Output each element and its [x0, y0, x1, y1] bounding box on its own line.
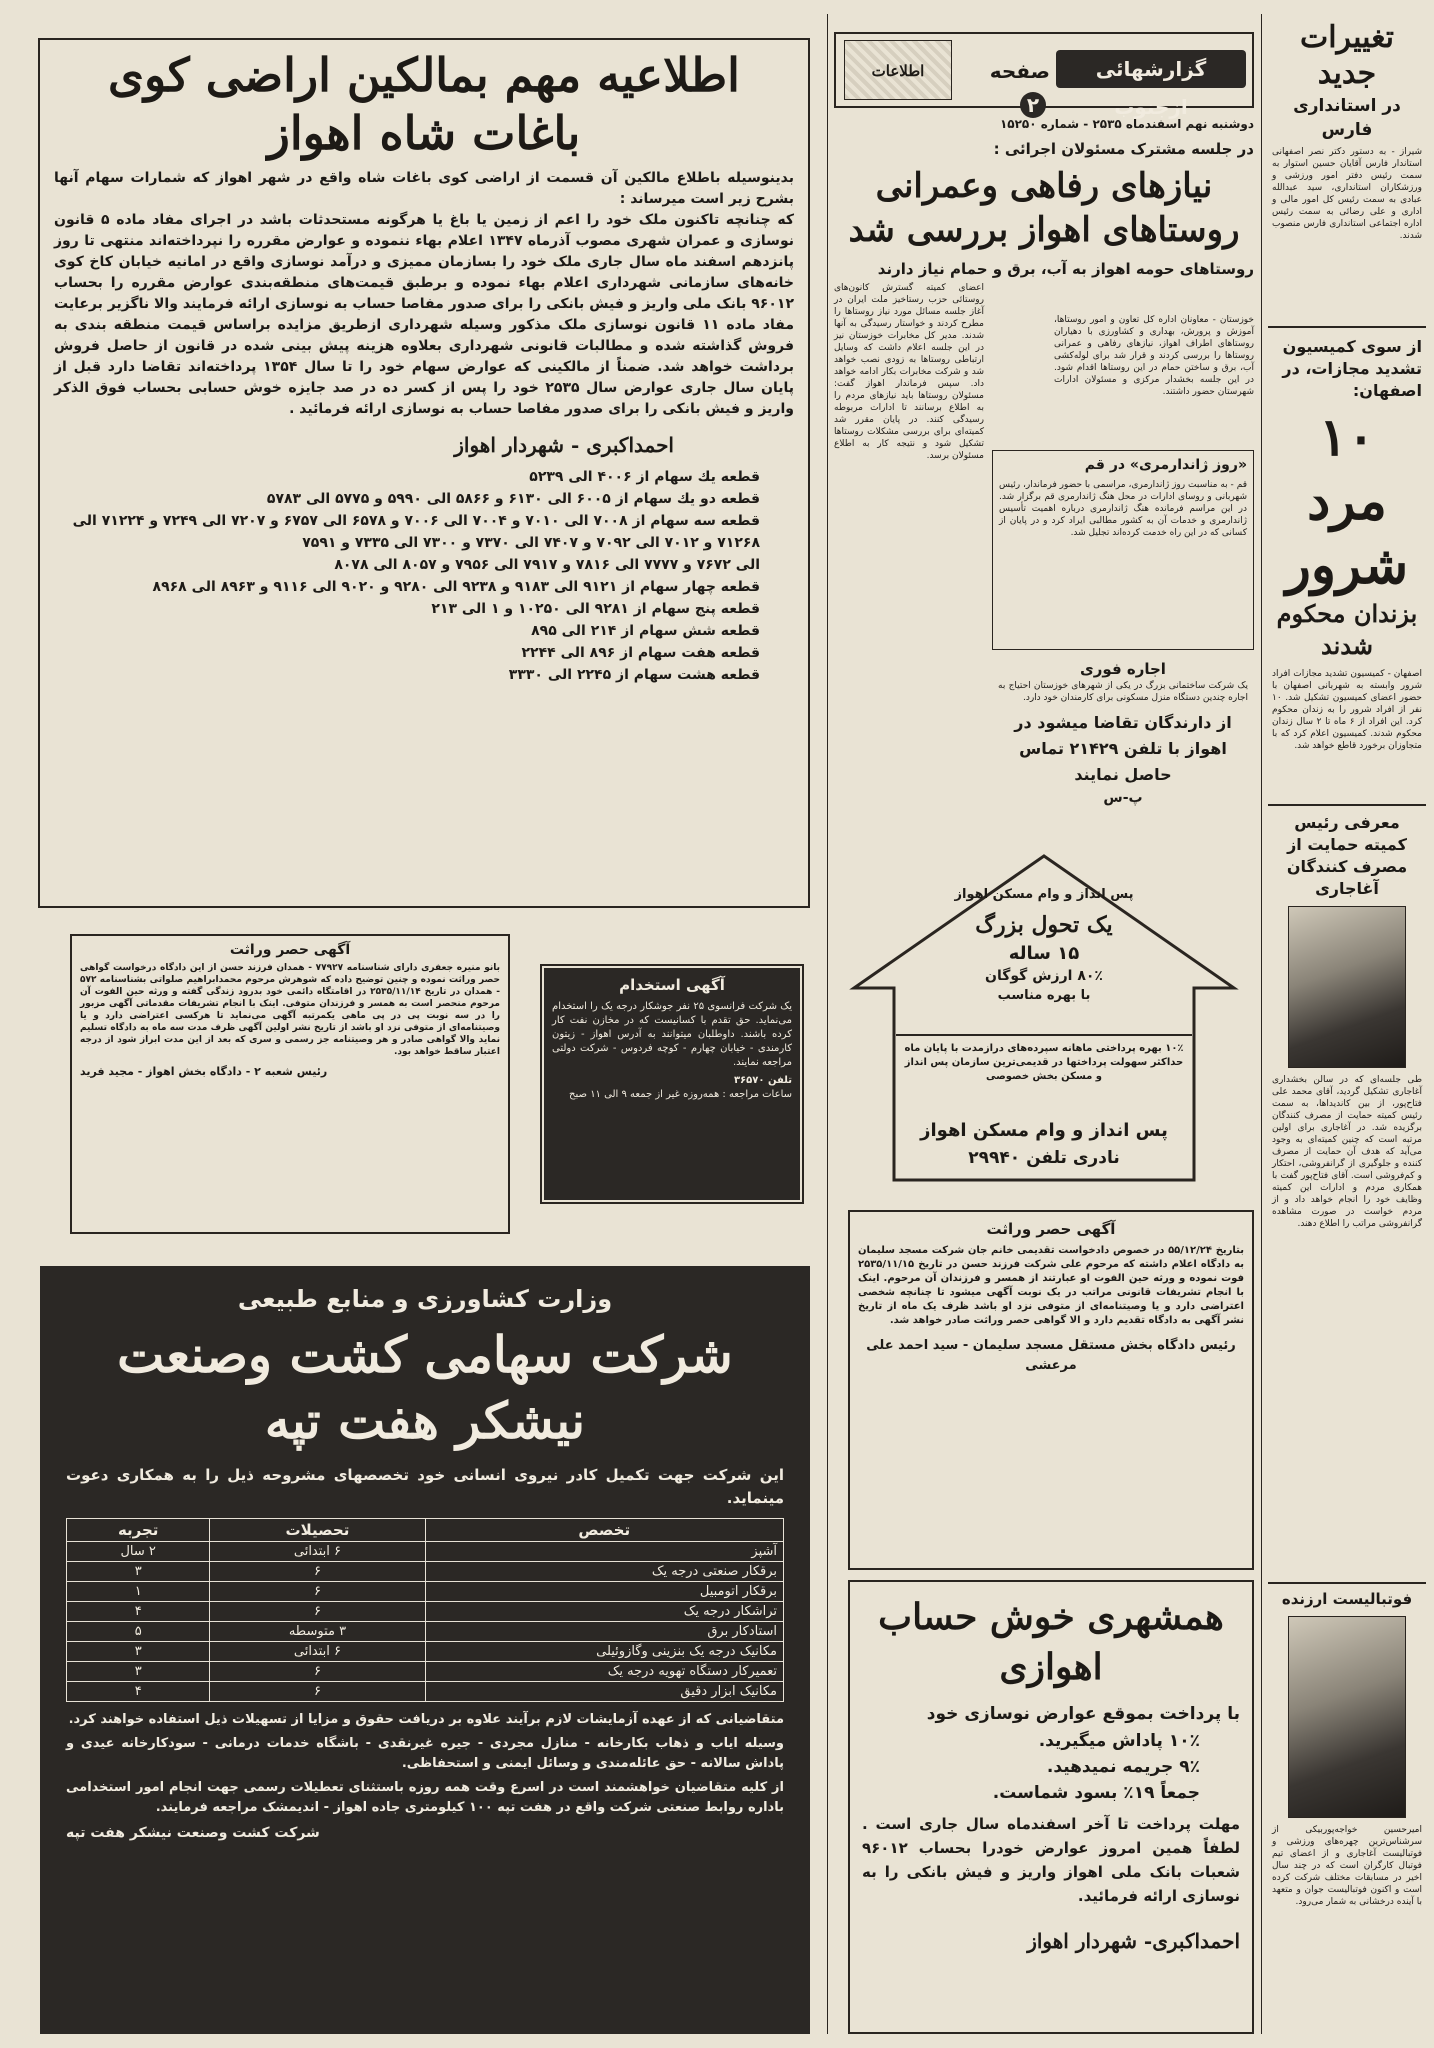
table-cell: آشپز: [425, 1542, 784, 1562]
table-cell: ۳: [67, 1642, 210, 1662]
table-cell: ۴: [67, 1602, 210, 1622]
table-cell: ۳: [67, 1562, 210, 1582]
article-changes-body: شیراز - به دستور دکتر نصر اصفهانی استاندار فارس آقایان حسین استوار به سمت رئیس دفتر امور ورزشی و ورزشکاران استانداری، سید عبدالله عبادی به سمت رئیس کل امور مالی و اداری و علی رضائی به سمت رئیس اداره اجتماعی استانداری فارس منصوب شدند.: [1272, 147, 1422, 241]
probate-ad-2: [70, 934, 510, 1234]
land-notice-intro: بدینوسیله باطلاع مالکین آن قسمت از اراضی کوی باغات شاه واقع در شهر اهواز که شمارات سهام آنها بشرح زیر است میرساند :: [54, 170, 794, 207]
bank-ad-line4: با بهره مناسب: [997, 988, 1091, 1003]
probate-ad-2-body: بانو منیره جعفری دارای شناسنامه ۷۷۹۲۷ - همدان فرزند حسن از این دادگاه درخواست گواهی حصر وراثت نموده و چنین توضیح داده که شوهرش مرحوم محمدابراهیم صلواتی بشناسنامه ۵۷۲ - همدان در تاریخ ۲۵۳۵/۱۱/۱۴ در اقامتگاه دائمی خود بدرود زندگی گفته و ورثه حین الفوت آن مرحوم منحصر است به همسر و فرزندان متوفی. اینک با انجام تشریفات مقدماتی آگهی مزبور را در سه نوبت پی در پی ماهی یکمرتبه آگهی می‌نماید تا هرکسی اعتراضی دارد و یا وصیتنامه‌ای از متوفی نزد او باشد از تاریخ نشر اولین آگهی ظرف مدت سه ماه به دادگاه تسلیم نماید والا گواهی صادر و هر وصیتنامه جز رسمی و سری که بعد از این مدت ابراز شود از درجه اعتبار ساقط خواهد بود.: [80, 963, 500, 1057]
table-cell: تعمیرکار دستگاه تهویه درجه یک: [425, 1662, 784, 1682]
table-cell: ۶ ابتدائی: [210, 1542, 425, 1562]
rent-ad-contact: از دارندگان تقاضا میشود در اهواز با تلفن ۲۱۴۲۹ تماس حاصل نمایند: [1014, 713, 1232, 784]
hiring-ad-inner: [544, 968, 800, 1200]
table-row: [67, 1542, 784, 1562]
bank-ad-line2: ۱۵ ساله: [1008, 943, 1080, 964]
table-row: [67, 1662, 784, 1682]
table-row: [67, 1682, 784, 1702]
citizen-ad-line1: ۱۰٪ پاداش میگیرید.: [1038, 1731, 1200, 1751]
table-cell: مکانیک ابزار دقیق: [425, 1682, 784, 1702]
land-notice-title: اطلاعیه مهم بمالکین اراضی کوی باغات شاه اهواز: [108, 48, 740, 160]
gendarmerie-title: «روز ژاندارمری» در قم: [1084, 457, 1247, 473]
land-notice: [38, 38, 810, 908]
bank-ad-line3: ۸۰٪ ارزش گوگان: [985, 968, 1103, 984]
citizen-ad-body: مهلت پرداخت تا آخر اسفندماه سال جاری است . لطفاً همین امروز عوارض خودرا بحساب ۹۶۰۱۲ شعبات بانک ملی اهواز واریز و فیش بانکی را به نوسازی ارائه فرمائید.: [862, 1815, 1240, 1905]
plot-item: قطعه شش سهام از ۲۱۴ الی ۸۹۵: [531, 623, 760, 639]
ministry-ad-company1: شرکت سهامی کشت وصنعت: [117, 1325, 733, 1384]
masthead-page-label: صفحه: [989, 59, 1050, 83]
article-shoror-kicker: از سوی کمیسیون تشدید مجازات، در اصفهان:: [1282, 337, 1422, 400]
plot-item: قطعه هشت سهام از ۲۲۴۵ الی ۳۳۳۰: [508, 667, 760, 683]
newspaper-logo-text: اطلاعات: [871, 62, 925, 80]
article-changes-subtitle: در استانداری فارس: [1293, 96, 1401, 140]
hiring-ad-body: یک شرکت فرانسوی ۲۵ نفر جوشکار درجه یک را استخدام می‌نماید. حق تقدم با کسانیست که در مخازن نفت کار کرده باشند. داوطلبان میتوانند به آدرس اهواز - زیتون کارمندی - خیابان چهارم - کوچه فردوس - شرکت دولتی مراجعه نمایند.: [552, 1001, 792, 1068]
job-table-header: [67, 1519, 784, 1542]
main-article-kicker: در جلسه مشترک مسئولان اجرائی :: [993, 140, 1254, 158]
citizen-ad-line3: جمعاً ۱۹٪ بسود شماست.: [992, 1783, 1200, 1803]
main-article-body-text: خوزستان - معاونان اداره کل تعاون و امور روستاها، آموزش و پرورش، بهداری و کشاورزی با دهیاران روستاهای اطراف اهواز، نیازهای رفاهی و عمرانی روستاها را بررسی کردند و قرار شد برای لوله‌کشی آب، برق و ساختن حمام در این روستاها اقدام شود. در این جلسه بخشدار مرکزی و مسئولان ادارات شهرستان حضور داشتند.: [1054, 315, 1254, 397]
hiring-ad-title: آگهی استخدام: [619, 976, 725, 994]
table-cell: مکانیک درجه یک بنزینی وگازوئیلی: [425, 1642, 784, 1662]
citizen-ad-intro: با پرداخت بموقع عوارض نوسازی خود: [926, 1704, 1240, 1724]
header-specialty: تخصص: [425, 1519, 784, 1542]
table-cell: ۶: [210, 1582, 425, 1602]
probate-ad-signature: رئیس دادگاه بخش مستقل مسجد سلیمان - سید احمد علی مرعشی: [866, 1338, 1236, 1373]
main-article-subtitle: روستاهای حومه اهواز به آب، برق و حمام نیاز دارند: [877, 260, 1254, 278]
divider: [896, 1034, 1192, 1036]
plot-list: [54, 466, 760, 686]
article-footballer-caption: امیرحسین خواجه‌پوربیکی از سرشناس‌ترین چهره‌های ورزشی و فوتبالیست آغاجاری و از اعضای تیم فوتبال کارگران است که در چند سال اخیر در مسابقات مختلف شرکت کرده است و اکنون فوتبالیست جوان و متعهد با آینده درخشانی به شمار می‌رود.: [1272, 1825, 1422, 1907]
rent-ad: [992, 654, 1254, 844]
article-shoror-body: اصفهان - کمیسیون تشدید مجازات افراد شرور وابسته به شهربانی اصفهان با حضور اعضای کمیسیون تشکیل شد. ۱۰ نفر از افراد شرور را به زندان محکوم کرد. این افراد از ۶ ماه تا ۲ سال زندان محکوم شدند. کمیسیون اعلام کرد که با متجاوزان برخورد قاطع خواهد شد.: [1272, 669, 1422, 751]
ministry-ad-body3: از کلیه متقاضیان خواهشمند است در اسرع وقت همه روزه باستثنای تعطیلات رسمی جهت انجام امور استخدامی باداره روابط صنعتی شرکت واقع در هفت تپه ۱۰۰ کیلومتری جاده اهواز - اندیمشک مراجعه فرمایند.: [66, 1780, 784, 1815]
ministry-ad-body2: وسیله ایاب و ذهاب بکارخانه - منازل مجردی - جیره غیرنقدی - باشگاه خدمات درمانی - سودکارخانه عیدی و پاداش سالانه - حق عائله‌مندی و وسائل ایمنی و استحفاظی.: [66, 1736, 784, 1771]
masthead: [834, 32, 1254, 119]
main-article-body-right: [1054, 314, 1254, 444]
plot-item: قطعه سه سهام از ۷۰۰۸ الی ۷۰۱۰ و ۷۰۰۴ الی ۷۰۰۶ و ۶۵۷۸ الی ۶۷۵۷ و ۷۲۰۷ الی ۷۲۴۹ و ۷۱۲۲۴ الی ۷۱۲۶۸ و ۷۰۱۲ الی ۷۰۹۲ و ۷۴۰۷ الی ۷۳۷۰ و ۷۳۰۰ الی ۷۳۳۵ و ۷۵۹۱: [72, 513, 760, 551]
article-shoror-title: ۱۰ مرد شرور: [1285, 407, 1409, 596]
bank-ad-branch: پس انداز و وام مسکن اهواز: [920, 1120, 1168, 1141]
bank-ad-line1: یک تحول بزرگ: [975, 912, 1113, 938]
ministry-ad: [40, 1266, 810, 2034]
table-cell: تراشکار درجه یک: [425, 1602, 784, 1622]
newspaper-logo: [844, 40, 952, 100]
portrait-photo: [1288, 906, 1406, 1068]
plot-item: قطعه چهار سهام از ۹۱۲۱ الی ۹۱۸۳ و ۹۲۳۸ الی ۹۲۸۰ و ۹۰۲۰ الی ۹۱۱۶ و ۸۹۶۳ الی ۸۹۶۸: [152, 579, 760, 595]
ministry-ad-signature: شرکت کشت وصنعت نیشکر هفت تپه: [66, 1825, 320, 1841]
rent-ad-title: اجاره فوری: [1080, 660, 1166, 678]
table-cell: ۶: [210, 1562, 425, 1582]
citizen-ad-signature: احمداکبری- شهردار اهواز: [1027, 1929, 1240, 1953]
table-row: [67, 1562, 784, 1582]
right-column: [1268, 14, 1426, 2034]
plot-item: قطعه دو یك سهام از ۶۰۰۵ الی ۶۱۳۰ و ۵۸۶۶ الی ۵۹۹۰ و ۵۷۷۵ الی ۵۷۸۳: [266, 491, 760, 507]
table-cell: ۵: [67, 1622, 210, 1642]
divider: [1268, 804, 1426, 806]
article-consumer: [1268, 812, 1426, 1230]
left-column: [10, 14, 820, 2034]
ministry-ad-ministry: وزارت کشاورزی و منابع طبیعی: [237, 1285, 613, 1313]
table-cell: برقکار اتومبیل: [425, 1582, 784, 1602]
table-cell: ۲ سال: [67, 1542, 210, 1562]
table-cell: ۳ متوسطه: [210, 1622, 425, 1642]
plot-item: قطعه یك سهام از ۴۰۰۶ الی ۵۲۳۹: [529, 469, 760, 485]
plot-item: الی ۷۶۷۲ و ۷۷۷۷ الی ۷۸۱۶ و ۷۹۱۷ الی ۷۹۵۶ و ۸۰۵۷ الی ۸۰۷۸: [334, 557, 760, 573]
hiring-ad-phone: تلفن ۳۶۵۷۰: [733, 1075, 792, 1086]
article-consumer-title: معرفی رئیس کمیته حمایت از مصرف کنندگان آغاجاری: [1286, 813, 1408, 898]
article-footballer-title: فوتبالیست ارزنده: [1281, 1590, 1413, 1608]
table-cell: ۳: [67, 1662, 210, 1682]
bank-ad-arc: پس انداز و وام مسکن اهواز: [954, 887, 1134, 902]
masthead-section: گزارشهائی ازجنوب: [1056, 50, 1246, 88]
main-article-body-left: [834, 282, 984, 842]
column-rule: [1261, 14, 1262, 2034]
probate-ad-body: بتاریخ ۵۵/۱۲/۲۴ در خصوص دادخواست تقدیمی خانم جان شرکت مسجد سلیمان به دادگاه اعلام داشته که مرحوم علی شرکت فرزند حسن در تاریخ ۲۵۳۵/۱۱/۱۵ فوت نموده و ورثه حین الفوت او عبارتند از همسر و فرزندان آن مرحوم. اینک با انجام تشریفات قانونی مراتب در یک نوبت آگهی میشود تا چنانچه شخصی اعتراضی دارد و یا وصیتنامه‌ای از متوفی نزد او باشد ظرف یک ماه از تاریخ نشر آگهی به دادگاه تقدیم دارد و الا گواهی حصر وراثت صادر خواهد شد.: [858, 1245, 1244, 1326]
table-cell: استادکار برق: [425, 1622, 784, 1642]
main-article-title: نیازهای رفاهی وعمرانی روستاهای اهواز بررسی شد: [848, 166, 1240, 250]
masthead-page-number: ۲: [1020, 92, 1046, 118]
table-cell: ۱: [67, 1582, 210, 1602]
rent-ad-body: یک شرکت ساختمانی بزرگ در یکی از شهرهای خوزستان احتیاج به اجاره چندین دستگاه منزل مسکونی برای کارمندان خود دارد.: [998, 681, 1248, 703]
citizen-ad-line2: ۹٪ جریمه نمیدهید.: [1046, 1757, 1200, 1777]
hiring-ad-hours: ساعات مراجعه : همه‌روزه غیر از جمعه ۹ الی ۱۱ صبح: [569, 1089, 792, 1100]
ministry-ad-intro: این شرکت جهت تکمیل کادر نیروی انسانی خود تخصصهای مشروحه ذیل را به همکاری دعوت مینماید.: [66, 1466, 784, 1507]
masthead-page: [960, 54, 1050, 117]
ministry-ad-body1: متقاضیانی که از عهده آزمایشات لازم برآیند علاوه بر دریافت حقوق و مزایا از تسهیلات ذیل استفاده خواهند کرد.: [68, 1712, 784, 1727]
table-row: [67, 1602, 784, 1622]
dateline: دوشنبه نهم اسفندماه ۲۵۳۵ - شماره ۱۵۲۵۰: [999, 117, 1254, 131]
table-cell: ۶: [210, 1662, 425, 1682]
probate-ad-title: آگهی حصر وراثت: [986, 1220, 1116, 1238]
main-article-body-text: اعضای کمیته گسترش کانون‌های روستائی حزب رستاخیز ملت ایران در آغاز جلسه مسائل مورد نیاز روستاها را مطرح کردند و خواستار رسیدگی به آنها شدند. مدیر کل مخابرات خوزستان نیز در این جلسه اعلام داشت که وسایل ارتباطی روستاها به زودی نصب خواهد شد و شرکت مخابرات بکار ادامه خواهد داد. سپس فرماندار اهواز گفت: مسئولان روستاها باید نیازهای مردم را به اطلاع برسانند تا ادارات مربوطه رسیدگی کنند. در پایان مقرر شد کمیته‌ای برای بررسی مشکلات روستاها تشکیل شود و نتیجه کار به اطلاع مسئولان برسد.: [834, 283, 984, 461]
bank-ad-body: ۱۰٪ بهره پرداختی ماهانه سپرده‌های درازمدت با پایان ماه حداکثر سهولت پرداختها در قدیمی‌ترین سازمان پس انداز و مسکن بخش خصوصی: [904, 1043, 1184, 1082]
table-cell: برقکار صنعتی درجه یک: [425, 1562, 784, 1582]
article-footballer: [1268, 1588, 1426, 1908]
article-shoror-subtitle: بزندان محکوم شدند: [1276, 599, 1418, 660]
table-cell: ۶: [210, 1602, 425, 1622]
probate-ad: [848, 1210, 1254, 1570]
bank-ad-phone: نادری تلفن ۲۹۹۴۰: [968, 1148, 1120, 1168]
header-experience: تجربه: [67, 1519, 210, 1542]
gendarmerie-body: قم - به مناسبت روز ژاندارمری، مراسمی با حضور فرماندار، رئیس شهربانی و روسای ادارات در محل هنگ ژاندارمری قم برگزار شد. در این مراسم فرمانده هنگ ژاندارمری درباره اهمیت تأسیس ژاندارمری و خدمات آن به کشور مطالبی ایراد کرد و در پایان از کسانی که در این راه خدمت کرده‌اند تجلیل شد.: [999, 480, 1247, 538]
article-consumer-body: طی جلسه‌ای که در سالن بخشداری آغاجاری تشکیل گردید، آقای محمد علی فتاح‌پور، از بین کاندیداها، به سمت رئیس کمیته حمایت از مصرف کنندگان برگزیده شد. در آغاجاری برای اولین مرتبه است که چنین کمیته‌ای به وجود می‌آید که هدف آن حمایت از مصرف کننده و جلوگیری از گرانفروشی، احتکار و کم‌فروشی است. آقای فتاح‌پور گفت با همکاری مردم و ادارات این کمیته وظایف خود را انجام خواهد داد و از مردم خواست در صورت مشاهده گرانفروشی مراتب را اطلاع دهند.: [1272, 1075, 1422, 1229]
table-cell: ۴: [67, 1682, 210, 1702]
table-cell: ۶: [210, 1682, 425, 1702]
footballer-photo: [1288, 1616, 1406, 1818]
hiring-ad: [540, 964, 804, 1204]
article-changes: [1268, 14, 1426, 242]
table-row: [67, 1582, 784, 1602]
probate-ad-2-signature: رئیس شعبه ۲ - دادگاه بخش اهواز - مجید فرید: [80, 1065, 328, 1078]
header-education: تحصیلات: [210, 1519, 425, 1542]
land-notice-body: که چنانچه تاکنون ملک خود را اعم از زمین یا باغ یا هرگونه مستحدثات باشد در اجرای مفاد ماده ۵ قانون نوسازی و عمران شهری مصوب آذرماه ۱۳۴۷ اعلام بهاء ننموده و عوارض مقرره را نپرداخته‌اند منتهی تا روز پانزدهم اسفند ماه سال جاری ملک خود را بسازمان ممیزی و درآمد نوسازی واقع در امانیه خیابان کاخ کوی خانه‌های سازمانی شهرداری اعلام بهاء نموده و برطبق قیمت‌های منطقه‌بندی عوارض مقرره را بحساب ۹۶۰۱۲ بانک ملی واریز و فیش بانکی را برای صدور مفاصا حساب به نوسازی ارائه فرمایند والا ناگزیر برعایت مفاد ماده ۱۱ قانون نوسازی ملک مذکور وسیله شهرداری ازطریق مزایده براساس قیمت منطقه بندی به فروش گذاشته شده و مطالبات قانونی شهرداری بعلاوه هزینه پیش بینی شده در قانون از حاصل فروش برداشت خواهد شد. ضمناً از مالکینی که عوارض سهام خود را تا سال ۱۳۵۴ پرداخته‌اند تقاضا دارد قبل از پایان سال جاری عوارض سال ۲۵۳۵ خود را پس از کسر ده در صد جایزه خوش حسابی بحساب فوق الذکر واریز و فیش بانکی را برای صدور مفاصا حساب به نوسازی ارائه فرمائید .: [54, 212, 795, 417]
plot-item: قطعه پنج سهام از ۹۲۸۱ الی ۱۰۲۵۰ و ۱ الی ۲۱۳: [431, 601, 760, 617]
column-rule: [827, 14, 828, 2034]
job-table: [66, 1518, 784, 1702]
ministry-ad-company2: نیشکر هفت تپه: [264, 1391, 586, 1450]
article-changes-title: تغییرات جدید: [1299, 20, 1395, 91]
bank-ad: [834, 850, 1254, 1190]
gendarmerie-article: [992, 450, 1254, 650]
divider: [1268, 1582, 1426, 1584]
table-row: [67, 1642, 784, 1662]
citizen-ad: [848, 1580, 1254, 2034]
table-row: [67, 1622, 784, 1642]
probate-ad-2-title: آگهی حصر وراثت: [229, 942, 351, 958]
table-cell: ۶ ابتدائی: [210, 1642, 425, 1662]
land-notice-signature: احمداکبری - شهردار اهواز: [454, 433, 674, 457]
center-column: [834, 14, 1254, 2034]
citizen-ad-title: همشهری خوش حساب اهوازی: [878, 1596, 1224, 1688]
rent-ad-code: پ-س: [1103, 790, 1143, 806]
divider: [1268, 326, 1426, 328]
article-shoror: [1268, 336, 1426, 752]
plot-item: قطعه هفت سهام از ۸۹۶ الی ۲۲۴۴: [521, 645, 760, 661]
